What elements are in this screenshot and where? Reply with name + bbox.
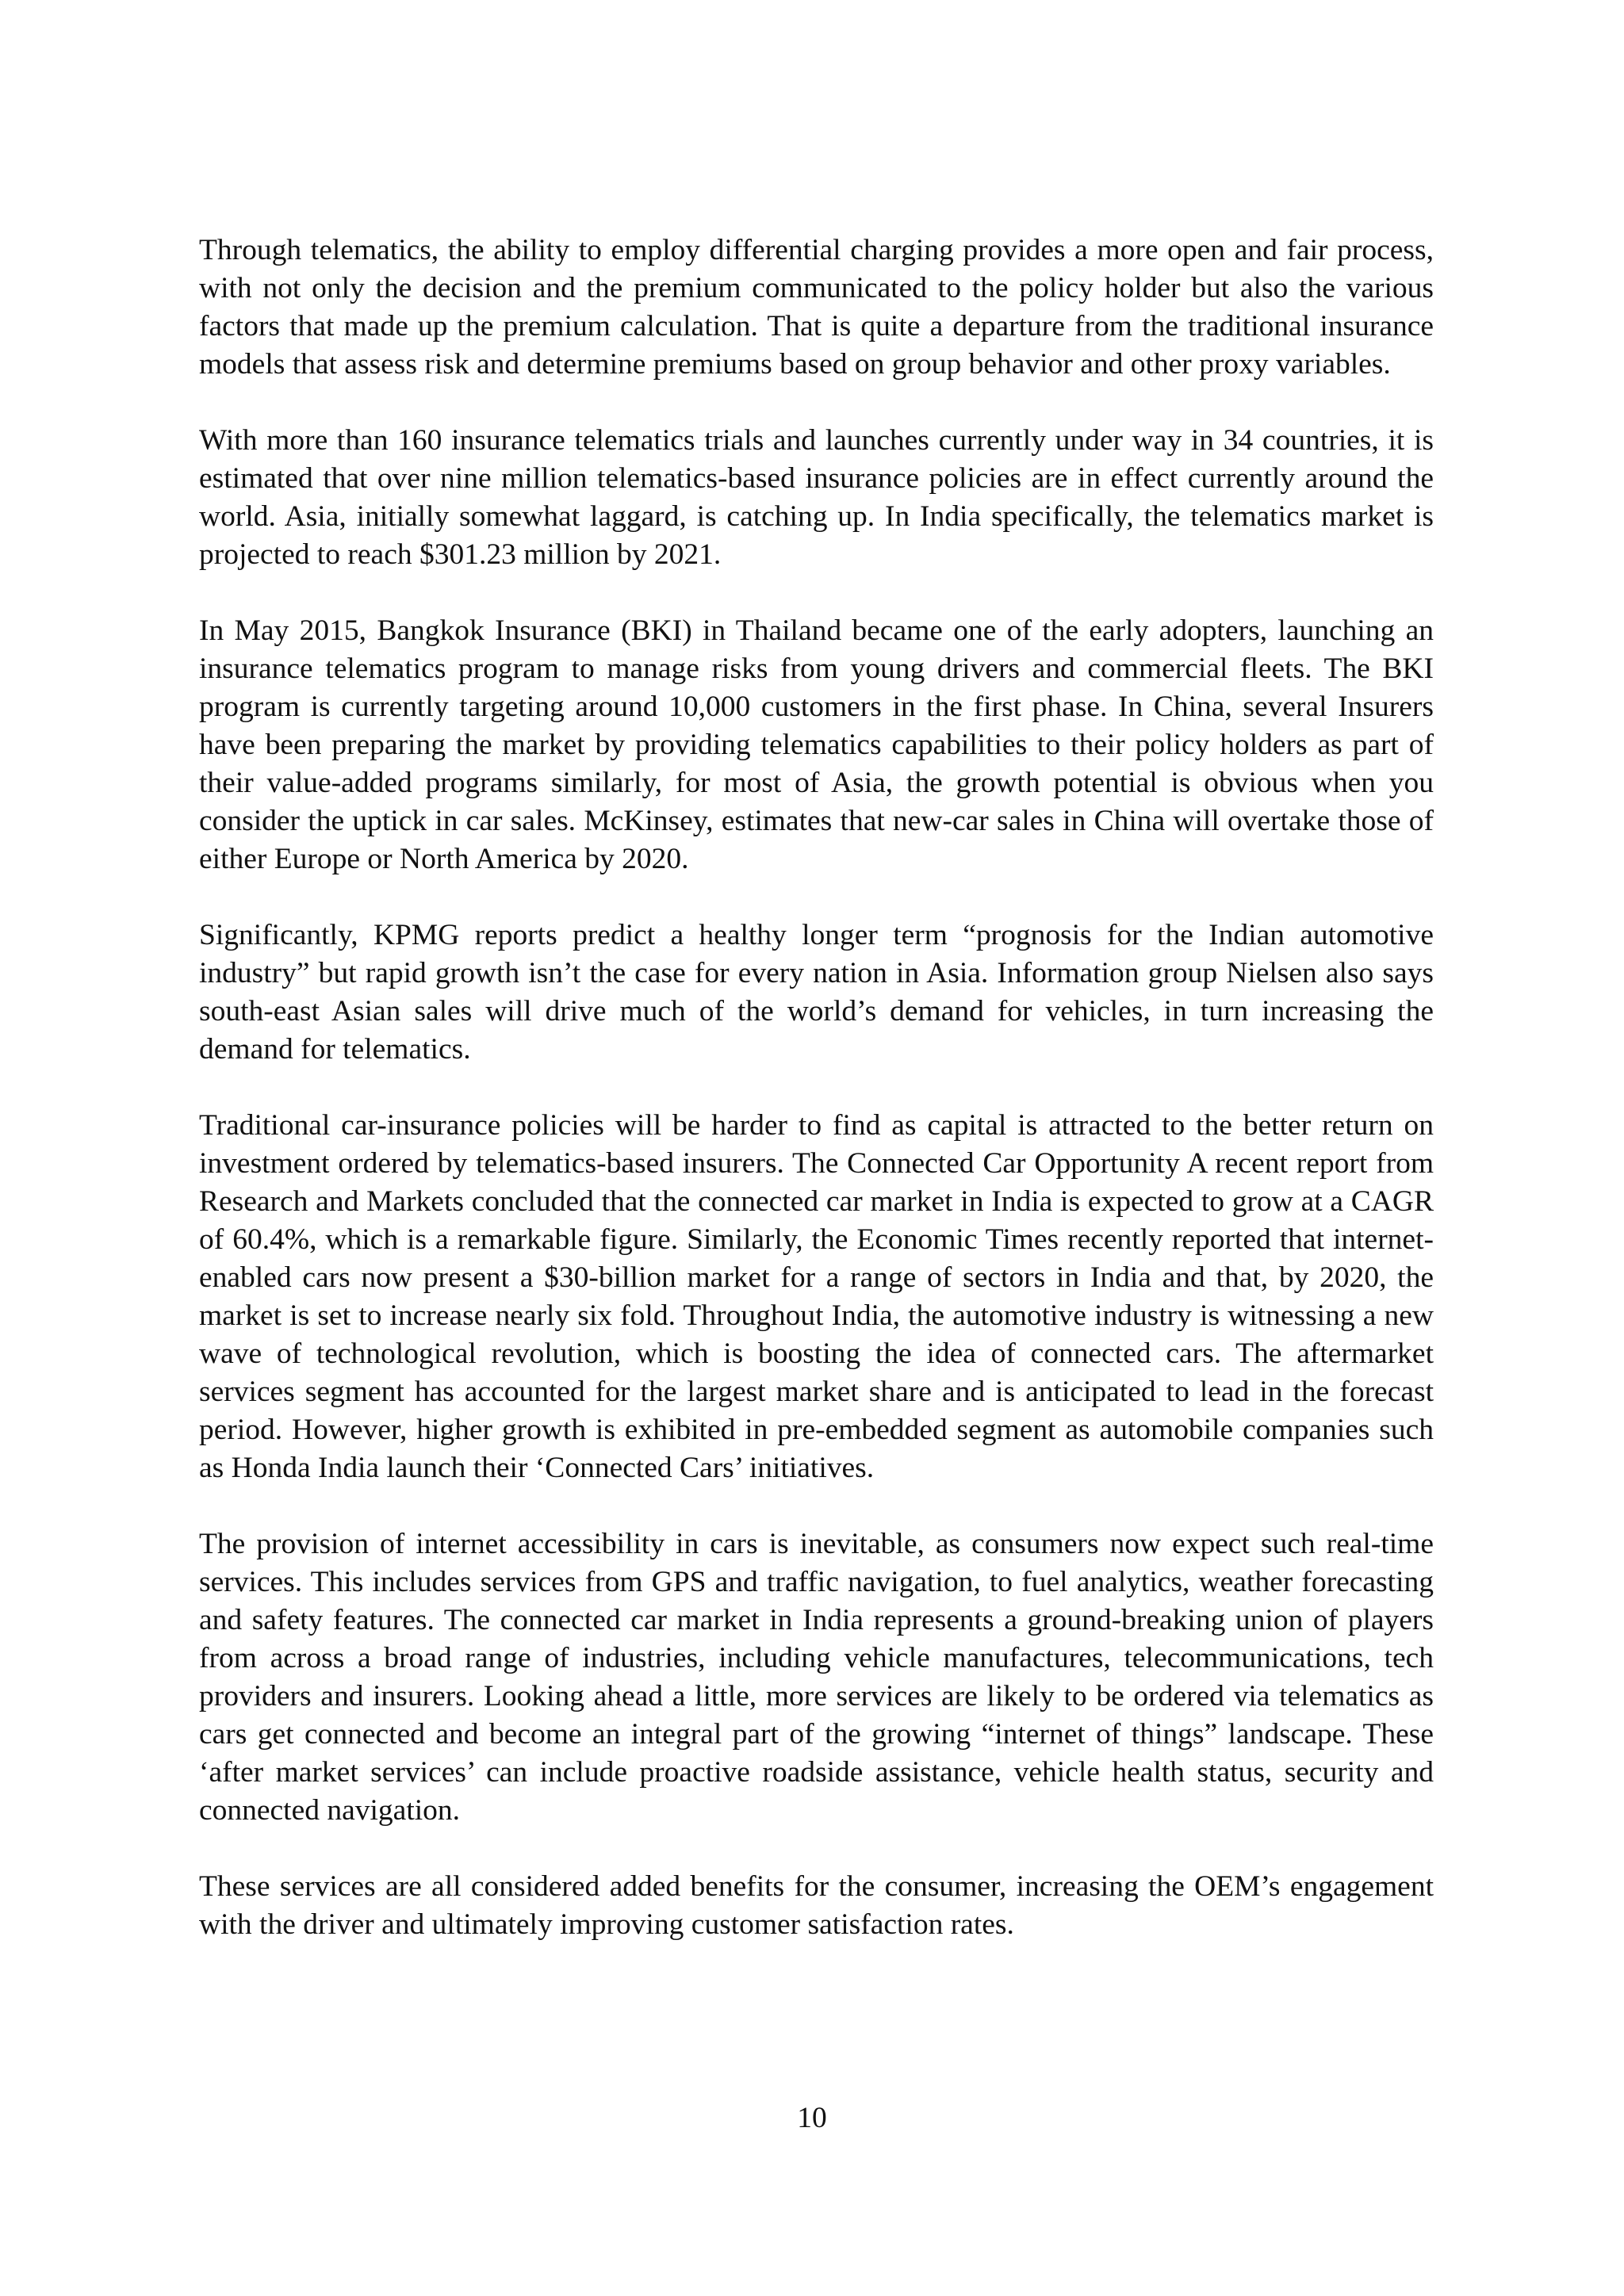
paragraph-internet-in-cars: The provision of internet accessibility in cars is inevitable, as consumers now expect such real-time services. This includes services from GPS and traffic navigation, to fuel analytics, weather forecasting and safety features. The connected car market in India represents a ground-breaking union of players from across a broad range of industries, including vehicle manufactures, telecommunications, tech providers and insurers. Looking ahead a little, more services are likely to be ordered via telematics as cars get connected and become an integral part of the growing “internet of things” landscape. These ‘after market services’ can include proactive roadside assistance, vehicle health status, security and connected navigation. xyxy=(199,1528,1434,1827)
paragraph-telematics-trials: With more than 160 insurance telematics trials and launches currently under way in 34 countries, it is estimated that over nine million telematics-based insurance policies are in effect currently around the world. Asia, initially somewhat laggard, is catching up. In India specifically, the telematics market is projected to reach $301.23 million by 2021. xyxy=(199,424,1434,571)
page-number: 10 xyxy=(797,2102,827,2134)
paragraph-kpmg-nielsen: Significantly, KPMG reports predict a healthy longer term “prognosis for the Indian automotive industry” but rapid growth isn’t the case for every nation in Asia. Information group Nielsen also says south-east Asian sales will drive much of the world’s demand for vehicles, in turn increasing the demand for telematics. xyxy=(199,919,1434,1066)
paragraph-telematics-pricing: Through telematics, the ability to employ differential charging provides a more open and fair process, with not only the decision and the premium communicated to the policy holder but also the various factors that made up the premium calculation. That is quite a departure from the traditional insurance models that assess risk and determine premiums based on group behavior and other proxy variables. xyxy=(199,234,1434,381)
body-text xyxy=(199,232,1434,1982)
paragraph-added-benefits: These services are all considered added benefits for the consumer, increasing the OEM’s engagement with the driver and ultimately improving customer satisfaction rates. xyxy=(199,1870,1434,1941)
paragraph-connected-car-market: Traditional car-insurance policies will be harder to find as capital is attracted to the better return on investment ordered by telematics-based insurers. The Connected Car Opportunity A recent report from Research and Markets concluded that the connected car market in India is expected to grow at a CAGR of 60.4%, which is a remarkable figure. Similarly, the Economic Times recently reported that internet-enabled cars now present a $30-billion market for a range of sectors in India and that, by 2020, the market is set to increase nearly six fold. Throughout India, the automotive industry is witnessing a new wave of technological revolution, which is boosting the idea of connected cars. The aftermarket services segment has accounted for the largest market share and is anticipated to lead in the forecast period. However, higher growth is exhibited in pre-embedded segment as automobile companies such as Honda India launch their ‘Connected Cars’ initiatives. xyxy=(199,1109,1434,1484)
paragraph-bangkok-insurance: In May 2015, Bangkok Insurance (BKI) in Thailand became one of the early adopters, launching an insurance telematics program to manage risks from young drivers and commercial fleets. The BKI program is currently targeting around 10,000 customers in the first phase. In China, several Insurers have been preparing the market by providing telematics capabilities to their policy holders as part of their value-added programs similarly, for most of Asia, the growth potential is obvious when you consider the uptick in car sales. McKinsey, estimates that new-car sales in China will overtake those of either Europe or North America by 2020. xyxy=(199,614,1434,875)
